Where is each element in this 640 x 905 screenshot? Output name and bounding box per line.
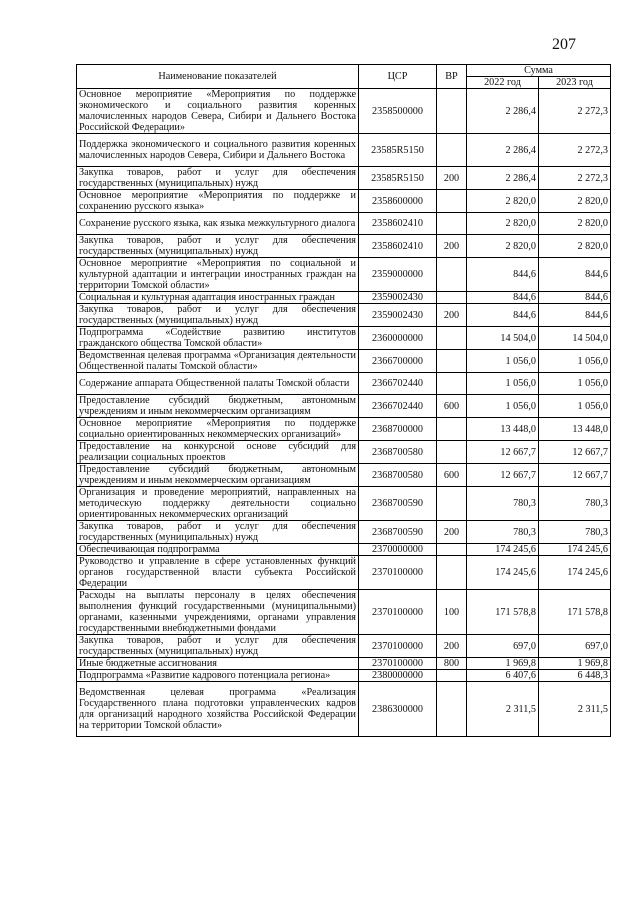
row-value-2023-cell: 844,6 [539, 292, 611, 304]
page-number: 207 [552, 36, 576, 53]
row-value-2022-cell: 6 407,6 [467, 670, 539, 682]
table-row [77, 292, 611, 304]
row-value-2023-cell: 12 667,7 [539, 464, 611, 487]
row-vr-cell [437, 682, 467, 737]
row-value-2023-cell: 6 448,3 [539, 670, 611, 682]
row-vr-cell [437, 258, 467, 292]
row-name-cell: Основное мероприятие «Мероприятия по поддержке социально ориентированных некоммерческих организаций» [77, 418, 359, 441]
row-value-2022-cell: 174 245,6 [467, 544, 539, 556]
row-value-2022-cell: 12 667,7 [467, 441, 539, 464]
row-vr-cell: 200 [437, 235, 467, 258]
header-year-2022: 2022 год [467, 77, 539, 89]
row-csr-cell: 2368700590 [359, 521, 437, 544]
table-row [77, 327, 611, 350]
table-row [77, 521, 611, 544]
row-vr-cell [437, 556, 467, 590]
row-vr-cell: 100 [437, 590, 467, 635]
row-value-2023-cell: 780,3 [539, 487, 611, 521]
header-sum: Сумма [467, 65, 611, 77]
row-value-2022-cell: 697,0 [467, 635, 539, 658]
row-value-2023-cell: 13 448,0 [539, 418, 611, 441]
row-vr-cell [437, 418, 467, 441]
table-row [77, 418, 611, 441]
row-value-2022-cell: 2 311,5 [467, 682, 539, 737]
row-value-2023-cell: 174 245,6 [539, 544, 611, 556]
table-row [77, 590, 611, 635]
row-vr-cell [437, 487, 467, 521]
row-value-2023-cell: 12 667,7 [539, 441, 611, 464]
row-csr-cell: 2368700000 [359, 418, 437, 441]
row-value-2023-cell: 844,6 [539, 258, 611, 292]
row-value-2022-cell: 1 056,0 [467, 350, 539, 373]
row-name-cell: Основное мероприятие «Мероприятия по социальной и культурной адаптации и интеграции иностранных граждан на территории Томской области» [77, 258, 359, 292]
row-value-2023-cell: 697,0 [539, 635, 611, 658]
row-name-cell: Организация и проведение мероприятий, направленных на методическую поддержку деятельности социально ориентированных некоммерческих организаций [77, 487, 359, 521]
row-vr-cell [437, 350, 467, 373]
row-value-2022-cell: 1 969,8 [467, 658, 539, 670]
row-value-2023-cell: 174 245,6 [539, 556, 611, 590]
row-name-cell: Сохранение русского языка, как языка межкультурного диалога [77, 213, 359, 235]
table-row [77, 556, 611, 590]
row-value-2023-cell: 2 820,0 [539, 190, 611, 213]
row-csr-cell: 23585R5150 [359, 134, 437, 167]
row-value-2023-cell: 1 056,0 [539, 395, 611, 418]
row-value-2023-cell: 14 504,0 [539, 327, 611, 350]
row-vr-cell [437, 373, 467, 395]
row-name-cell: Поддержка экономического и социального развития коренных малочисленных народов Севера, Сибири и Дальнего Востока [77, 134, 359, 167]
row-value-2023-cell: 2 272,3 [539, 134, 611, 167]
row-name-cell: Основное мероприятие «Мероприятия по поддержке экономического и социального развития коренных малочисленных народов Севера, Сибири и Дальнего Востока Российской Федерации» [77, 89, 359, 134]
row-csr-cell: 2386300000 [359, 682, 437, 737]
table-row [77, 487, 611, 521]
row-value-2022-cell: 2 820,0 [467, 190, 539, 213]
row-value-2022-cell: 780,3 [467, 521, 539, 544]
row-value-2022-cell: 844,6 [467, 292, 539, 304]
row-vr-cell [437, 213, 467, 235]
row-value-2022-cell: 12 667,7 [467, 464, 539, 487]
row-vr-cell [437, 544, 467, 556]
row-value-2022-cell: 844,6 [467, 258, 539, 292]
row-vr-cell: 200 [437, 304, 467, 327]
row-name-cell: Основное мероприятие «Мероприятия по поддержке и сохранению русского языка» [77, 190, 359, 213]
table-row [77, 134, 611, 167]
row-name-cell: Закупка товаров, работ и услуг для обеспечения государственных (муниципальных) нужд [77, 635, 359, 658]
row-name-cell: Подпрограмма «Развитие кадрового потенциала региона» [77, 670, 359, 682]
row-csr-cell: 2370100000 [359, 635, 437, 658]
row-vr-cell [437, 89, 467, 134]
budget-table [76, 64, 611, 737]
row-name-cell: Закупка товаров, работ и услуг для обеспечения государственных (муниципальных) нужд [77, 235, 359, 258]
row-csr-cell: 2368700580 [359, 441, 437, 464]
table-row [77, 658, 611, 670]
row-vr-cell [437, 441, 467, 464]
row-value-2022-cell: 1 056,0 [467, 395, 539, 418]
row-value-2023-cell: 1 969,8 [539, 658, 611, 670]
row-value-2022-cell: 2 286,4 [467, 167, 539, 190]
row-value-2023-cell: 2 272,3 [539, 167, 611, 190]
row-value-2023-cell: 2 272,3 [539, 89, 611, 134]
table-row [77, 373, 611, 395]
row-csr-cell: 2366702440 [359, 395, 437, 418]
row-value-2023-cell: 2 820,0 [539, 235, 611, 258]
row-csr-cell: 23585R5150 [359, 167, 437, 190]
row-value-2023-cell: 1 056,0 [539, 350, 611, 373]
table-body [77, 89, 611, 737]
row-csr-cell: 2360000000 [359, 327, 437, 350]
row-csr-cell: 2358602410 [359, 213, 437, 235]
row-csr-cell: 2370100000 [359, 556, 437, 590]
row-name-cell: Предоставление на конкурсной основе субсидий для реализации социальных проектов [77, 441, 359, 464]
row-csr-cell: 2380000000 [359, 670, 437, 682]
row-csr-cell: 2359002430 [359, 304, 437, 327]
row-vr-cell [437, 670, 467, 682]
row-csr-cell: 2359002430 [359, 292, 437, 304]
row-value-2022-cell: 174 245,6 [467, 556, 539, 590]
row-value-2023-cell: 2 311,5 [539, 682, 611, 737]
row-value-2023-cell: 171 578,8 [539, 590, 611, 635]
row-vr-cell [437, 292, 467, 304]
row-name-cell: Ведомственная целевая программа «Организация деятельности Общественной палаты Томской области» [77, 350, 359, 373]
table-row [77, 350, 611, 373]
row-value-2023-cell: 844,6 [539, 304, 611, 327]
row-name-cell: Подпрограмма «Содействие развитию институтов гражданского общества Томской области» [77, 327, 359, 350]
row-csr-cell: 2358500000 [359, 89, 437, 134]
row-csr-cell: 2358602410 [359, 235, 437, 258]
row-value-2022-cell: 2 820,0 [467, 213, 539, 235]
row-name-cell: Закупка товаров, работ и услуг для обеспечения государственных (муниципальных) нужд [77, 167, 359, 190]
row-csr-cell: 2366700000 [359, 350, 437, 373]
row-vr-cell [437, 327, 467, 350]
header-vr: ВР [437, 65, 467, 89]
row-vr-cell [437, 190, 467, 213]
row-vr-cell: 600 [437, 395, 467, 418]
row-value-2022-cell: 2 820,0 [467, 235, 539, 258]
table-row [77, 258, 611, 292]
table-row [77, 235, 611, 258]
table-row [77, 441, 611, 464]
row-name-cell: Предоставление субсидий бюджетным, автономным учреждениям и иным некоммерческим организациям [77, 395, 359, 418]
table-row [77, 167, 611, 190]
row-value-2022-cell: 844,6 [467, 304, 539, 327]
row-csr-cell: 2368700580 [359, 464, 437, 487]
row-name-cell: Руководство и управление в сфере установленных функций органов государственной власти субъекта Российской Федерации [77, 556, 359, 590]
table-row [77, 89, 611, 134]
row-name-cell: Содержание аппарата Общественной палаты Томской области [77, 373, 359, 395]
header-name: Наименование показателей [77, 65, 359, 89]
row-name-cell: Закупка товаров, работ и услуг для обеспечения государственных (муниципальных) нужд [77, 521, 359, 544]
row-name-cell: Закупка товаров, работ и услуг для обеспечения государственных (муниципальных) нужд [77, 304, 359, 327]
row-csr-cell: 2359000000 [359, 258, 437, 292]
row-value-2022-cell: 1 056,0 [467, 373, 539, 395]
row-value-2022-cell: 780,3 [467, 487, 539, 521]
row-value-2023-cell: 2 820,0 [539, 213, 611, 235]
row-value-2022-cell: 171 578,8 [467, 590, 539, 635]
row-name-cell: Ведомственная целевая программа «Реализация Государственного плана подготовки управленческих кадров для организаций народного хозяйства Российской Федерации на территории Томской области» [77, 682, 359, 737]
table-row [77, 464, 611, 487]
row-name-cell: Иные бюджетные ассигнования [77, 658, 359, 670]
row-csr-cell: 2370100000 [359, 658, 437, 670]
row-name-cell: Обеспечивающая подпрограмма [77, 544, 359, 556]
table-row [77, 682, 611, 737]
table-row [77, 670, 611, 682]
row-value-2022-cell: 13 448,0 [467, 418, 539, 441]
row-vr-cell: 600 [437, 464, 467, 487]
table-row [77, 190, 611, 213]
row-value-2022-cell: 2 286,4 [467, 134, 539, 167]
row-vr-cell: 200 [437, 167, 467, 190]
header-csr: ЦСР [359, 65, 437, 89]
table-row [77, 395, 611, 418]
row-csr-cell: 2370100000 [359, 590, 437, 635]
row-name-cell: Расходы на выплаты персоналу в целях обеспечения выполнения функций государственными (муниципальными) органами, казенными учреждениями, органами управления государственными внебюджетными фондами [77, 590, 359, 635]
row-value-2023-cell: 780,3 [539, 521, 611, 544]
row-name-cell: Предоставление субсидий бюджетным, автономным учреждениям и иным некоммерческим организациям [77, 464, 359, 487]
table-row [77, 304, 611, 327]
row-csr-cell: 2368700590 [359, 487, 437, 521]
row-vr-cell: 200 [437, 521, 467, 544]
row-name-cell: Социальная и культурная адаптация иностранных граждан [77, 292, 359, 304]
row-csr-cell: 2358600000 [359, 190, 437, 213]
table-row [77, 544, 611, 556]
table-row [77, 635, 611, 658]
row-vr-cell [437, 134, 467, 167]
row-value-2023-cell: 1 056,0 [539, 373, 611, 395]
row-value-2022-cell: 14 504,0 [467, 327, 539, 350]
row-csr-cell: 2370000000 [359, 544, 437, 556]
row-csr-cell: 2366702440 [359, 373, 437, 395]
row-value-2022-cell: 2 286,4 [467, 89, 539, 134]
header-year-2023: 2023 год [539, 77, 611, 89]
row-vr-cell: 200 [437, 635, 467, 658]
table-row [77, 213, 611, 235]
row-vr-cell: 800 [437, 658, 467, 670]
